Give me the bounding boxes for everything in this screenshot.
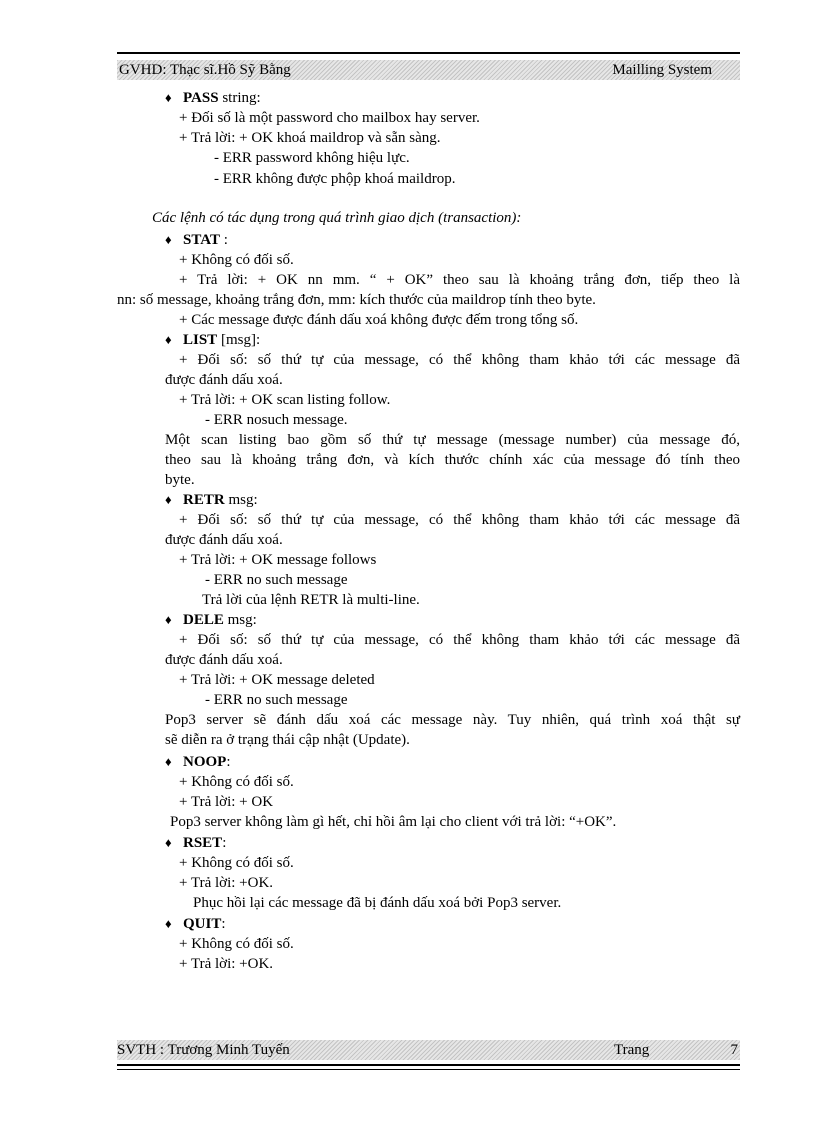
noop-arg-line: + Không có đối số. xyxy=(179,774,294,790)
list-reply-line: + Trả lời: + OK scan listing follow. xyxy=(179,392,391,408)
cmd-dele xyxy=(165,610,257,630)
page-footer xyxy=(117,1040,740,1060)
cmd-name: STAT xyxy=(183,232,220,248)
rset-reply-line: + Trả lời: +OK. xyxy=(179,875,274,891)
cmd-quit xyxy=(165,914,226,934)
stat-note-line: + Các message được đánh dấu xoá không được đếm trong tổng số. xyxy=(179,312,579,328)
dele-desc-line: sẽ diễn ra ở trạng thái cập nhật (Update). xyxy=(165,732,410,748)
footer-rule-thick xyxy=(117,1064,740,1066)
page-header xyxy=(117,60,740,80)
retr-arg-line: + Đối số: số thứ tự của message, có thể không tham khảo tới các message đã xyxy=(179,512,740,528)
retr-arg-cont: được đánh dấu xoá. xyxy=(165,532,283,548)
rset-arg-line: + Không có đối số. xyxy=(179,855,294,871)
cmd-noop xyxy=(165,752,231,772)
rset-desc-line: Phục hồi lại các message đã bị đánh dấu xoá bởi Pop3 server. xyxy=(193,895,562,911)
dele-arg-line: + Đối số: số thứ tự của message, có thể không tham khảo tới các message đã xyxy=(179,632,740,648)
stat-arg-line: + Không có đối số. xyxy=(179,252,294,268)
pass-arg-line: + Đối số là một password cho mailbox hay server. xyxy=(179,110,480,126)
list-err-line: - ERR nosuch message. xyxy=(205,412,348,428)
diamond-bullet-icon: ♦ xyxy=(165,232,172,247)
cmd-name: RSET xyxy=(183,835,223,851)
diamond-bullet-icon: ♦ xyxy=(165,916,172,931)
header-title: Mailling System xyxy=(612,62,712,78)
cmd-arg: msg: xyxy=(223,612,257,628)
quit-arg-line: + Không có đối số. xyxy=(179,936,294,952)
cmd-stat xyxy=(165,230,228,250)
diamond-bullet-icon: ♦ xyxy=(165,332,172,347)
pass-err-line: - ERR password không hiệu lực. xyxy=(214,150,410,166)
noop-desc-line: Pop3 server không làm gì hết, chỉ hồi âm lại cho client với trả lời: “+OK”. xyxy=(170,814,617,830)
pass-err-line: - ERR không được phộp khoá maildrop. xyxy=(214,171,456,187)
diamond-bullet-icon: ♦ xyxy=(165,835,172,850)
retr-err-line: - ERR no such message xyxy=(205,572,348,588)
cmd-name: QUIT xyxy=(183,916,222,932)
cmd-name: NOOP xyxy=(183,754,227,770)
diamond-bullet-icon: ♦ xyxy=(165,90,172,105)
header-instructor: GVHD: Thạc sĩ.Hồ Sỹ Bằng xyxy=(119,62,291,78)
pass-reply-line: + Trả lời: + OK khoá maildrop và sẵn sàng. xyxy=(179,130,441,146)
dele-desc-line: Pop3 server sẽ đánh dấu xoá các message này. Tuy nhiên, quá trình xoá thật sự xyxy=(165,712,740,728)
cmd-name: RETR xyxy=(183,492,225,508)
dele-arg-cont: được đánh dấu xoá. xyxy=(165,652,283,668)
footer-page-label: Trang xyxy=(614,1042,650,1058)
diamond-bullet-icon: ♦ xyxy=(165,754,172,769)
list-desc-line: byte. xyxy=(165,472,195,488)
cmd-arg: : xyxy=(221,916,226,932)
stat-reply-cont: nn: số message, khoảng trắng đơn, mm: kích thước của maildrop tính theo byte. xyxy=(117,292,596,308)
cmd-list xyxy=(165,330,260,350)
noop-reply-line: + Trả lời: + OK xyxy=(179,794,274,810)
cmd-retr xyxy=(165,490,258,510)
cmd-name: PASS xyxy=(183,90,219,106)
dele-err-line: - ERR no such message xyxy=(205,692,348,708)
footer-page-number: 7 xyxy=(730,1042,738,1058)
list-arg-cont: được đánh dấu xoá. xyxy=(165,372,283,388)
cmd-name: LIST xyxy=(183,332,218,348)
cmd-arg: msg: xyxy=(224,492,258,508)
retr-reply-line: + Trả lời: + OK message follows xyxy=(179,552,377,568)
section-title: Các lệnh có tác dụng trong quá trình giao dịch (transaction): xyxy=(152,210,522,226)
cmd-arg: [msg]: xyxy=(217,332,261,348)
header-top-rule xyxy=(117,52,740,54)
list-desc-line: theo sau là khoảng trắng đơn, và kích thước chính xác của message đó tính theo xyxy=(165,452,740,468)
diamond-bullet-icon: ♦ xyxy=(165,612,172,627)
cmd-rset xyxy=(165,833,226,853)
footer-rule-thin xyxy=(117,1069,740,1070)
cmd-arg: : xyxy=(219,232,228,248)
cmd-arg: string: xyxy=(218,90,261,106)
retr-note-line: Trả lời của lệnh RETR là multi-line. xyxy=(202,592,420,608)
list-desc-line: Một scan listing bao gồm số thứ tự message (message number) của message đó, xyxy=(165,432,740,448)
cmd-name: DELE xyxy=(183,612,224,628)
cmd-arg: : xyxy=(226,754,231,770)
quit-reply-line: + Trả lời: +OK. xyxy=(179,956,274,972)
cmd-arg: : xyxy=(222,835,227,851)
cmd-pass xyxy=(165,88,261,108)
footer-student: SVTH : Trương Minh Tuyến xyxy=(117,1042,290,1058)
stat-reply-line: + Trả lời: + OK nn mm. “ + OK” theo sau là khoảng trắng đơn, tiếp theo là xyxy=(179,272,740,288)
diamond-bullet-icon: ♦ xyxy=(165,492,172,507)
list-arg-line: + Đối số: số thứ tự của message, có thể không tham khảo tới các message đã xyxy=(179,352,740,368)
dele-reply-line: + Trả lời: + OK message deleted xyxy=(179,672,375,688)
